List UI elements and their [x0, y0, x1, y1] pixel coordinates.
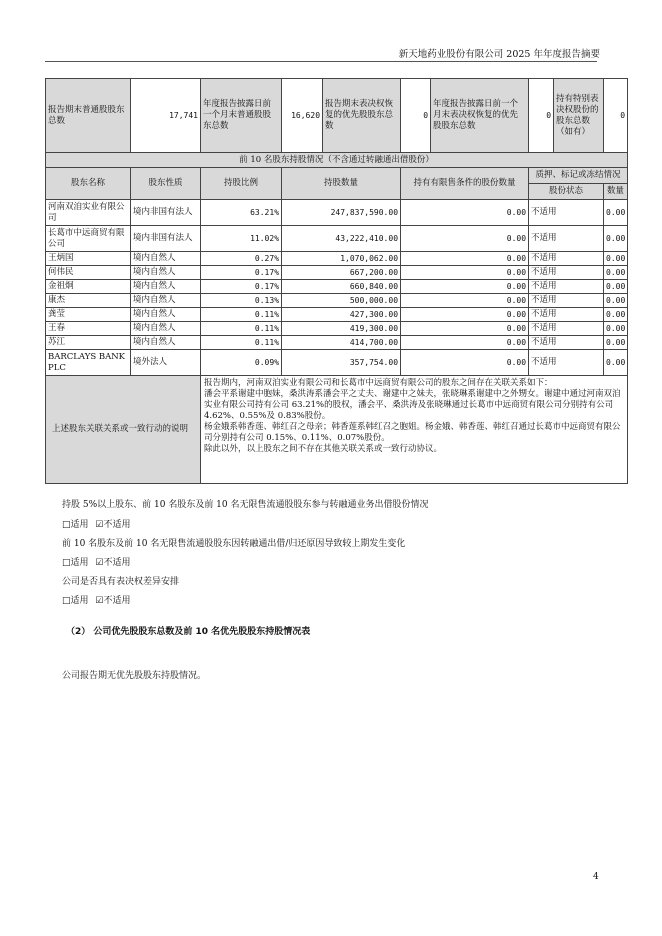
table-row: [46, 266, 628, 280]
shareholder-name: 河南双洎实业有限公司: [46, 200, 131, 226]
pledge-count: 0.00: [604, 266, 628, 280]
restricted-qty: 0.00: [401, 350, 529, 376]
shareholder-nature: 境内自然人: [131, 280, 201, 294]
col-header-status: 股份状态: [529, 184, 604, 200]
restricted-qty: 0.00: [401, 322, 529, 336]
pledge-count: 0.00: [604, 200, 628, 226]
holding-qty: 43,222,410.00: [282, 226, 401, 252]
table-row: [46, 200, 628, 226]
prev-month-preferred-value: 0: [529, 79, 554, 153]
restricted-qty: 0.00: [401, 308, 529, 322]
shareholder-nature: 境内非国有法人: [131, 226, 201, 252]
page-number: 4: [593, 872, 599, 882]
col-header-restricted: 持有有限售条件的股份数量: [401, 168, 529, 200]
pledge-count: 0.00: [604, 294, 628, 308]
not-applicable-checkbox[interactable]: ☑不适用: [95, 558, 131, 568]
shareholder-name: 何伟民: [46, 266, 131, 280]
holding-qty: 357,754.00: [282, 350, 401, 376]
holding-ratio: 0.11%: [201, 308, 282, 322]
relations-paragraph: 潘会平系谢建中胞妹，桑洪涛系潘会平之丈夫、谢建中之妹夫，张晓琳系谢建中之外甥女。谢建中通过河南双洎实业有限公司持有公司 63.21%的股权，潘会平、桑洪涛及张晓琳通过长葛市中远商贸有限公司分别持有公司 4.62%、0.55%及 0.83%股份。: [204, 389, 621, 421]
table-row: [46, 252, 628, 266]
option-row: [62, 555, 130, 568]
table-row: [46, 294, 628, 308]
col-header-ratio: 持股比例: [201, 168, 282, 200]
shareholder-name: 金祖炯: [46, 280, 131, 294]
prev-month-shareholders-value: 16,620: [282, 79, 323, 153]
holding-ratio: 0.13%: [201, 294, 282, 308]
col-header-pledge-group: 质押、标记或冻结情况: [529, 168, 628, 184]
not-applicable-checkbox[interactable]: ☑不适用: [95, 520, 131, 530]
applicable-checkbox[interactable]: □适用: [62, 520, 89, 530]
holding-ratio: 0.27%: [201, 252, 282, 266]
holding-qty: 660,840.00: [282, 280, 401, 294]
pledge-count: 0.00: [604, 322, 628, 336]
holding-qty: 667,200.00: [282, 266, 401, 280]
table-row: [46, 336, 628, 350]
top10-section-title: 前 10 名股东持股情况（不含通过转融通出借股份）: [46, 153, 628, 168]
special-voting-label: 持有特别表决权股份的股东总数（如有）: [554, 79, 604, 153]
shareholder-name: 王炳国: [46, 252, 131, 266]
pledge-status: 不适用: [529, 350, 604, 376]
shareholder-name: 龚莹: [46, 308, 131, 322]
note-voting-rights: 公司是否具有表决权差异安排: [62, 577, 180, 587]
pledge-status: 不适用: [529, 200, 604, 226]
holding-ratio: 0.17%: [201, 280, 282, 294]
table-row: [46, 280, 628, 294]
relations-paragraph: 杨金娥系韩香莲、韩红召之母亲；韩香莲系韩红召之胞姐。杨金娥、韩香莲、韩红召通过长葛市中远商贸有限公司分别持有公司 0.15%、0.11%、0.07%股份。: [204, 422, 621, 443]
shareholder-nature: 境内自然人: [131, 308, 201, 322]
special-voting-value: 0: [604, 79, 628, 153]
shareholder-nature: 境内自然人: [131, 252, 201, 266]
shareholder-table: [45, 78, 628, 484]
col-header-name: 股东名称: [46, 168, 131, 200]
relations-paragraph: 除此以外，以上股东之间不存在其他关联关系或一致行动协议。: [204, 444, 443, 454]
pledge-count: 0.00: [604, 280, 628, 294]
shareholder-nature: 境内非国有法人: [131, 200, 201, 226]
holding-ratio: 63.21%: [201, 200, 282, 226]
pledge-status: 不适用: [529, 226, 604, 252]
shareholder-name: 长葛市中远商贸有限公司: [46, 226, 131, 252]
table-row: [46, 322, 628, 336]
holding-ratio: 0.11%: [201, 336, 282, 350]
table-row: [46, 308, 628, 322]
restricted-qty: 0.00: [401, 252, 529, 266]
pledge-count: 0.00: [604, 252, 628, 266]
pledge-status: 不适用: [529, 252, 604, 266]
section-body: 公司报告期无优先股股东持股情况。: [62, 671, 207, 681]
pledge-status: 不适用: [529, 322, 604, 336]
option-row: [62, 593, 130, 606]
holding-qty: 500,000.00: [282, 294, 401, 308]
pledge-count: 0.00: [604, 308, 628, 322]
restricted-qty: 0.00: [401, 266, 529, 280]
restricted-qty: 0.00: [401, 226, 529, 252]
applicable-checkbox[interactable]: □适用: [62, 558, 89, 568]
pledge-status: 不适用: [529, 294, 604, 308]
shareholder-name: 苏江: [46, 336, 131, 350]
top10-header-row: [46, 168, 628, 184]
restricted-qty: 0.00: [401, 200, 529, 226]
pledge-status: 不适用: [529, 280, 604, 294]
shareholder-nature: 境内自然人: [131, 294, 201, 308]
prev-month-preferred-label: 年度报告披露日前一个月末表决权恢复的优先股股东总数: [431, 79, 529, 153]
pledge-status: 不适用: [529, 266, 604, 280]
restricted-qty: 0.00: [401, 280, 529, 294]
option-row: [62, 517, 130, 530]
table-row: [46, 226, 628, 252]
shareholder-name: 康杰: [46, 294, 131, 308]
table-row: [46, 350, 628, 376]
holding-qty: 427,300.00: [282, 308, 401, 322]
holding-ratio: 0.09%: [201, 350, 282, 376]
relations-text: [201, 376, 628, 484]
holding-ratio: 0.11%: [201, 322, 282, 336]
relations-paragraph: 报告期内，河南双洎实业有限公司和长葛市中远商贸有限公司的股东之间存在关联关系如下：: [204, 378, 553, 388]
total-common-shareholders-value: 17,741: [131, 79, 201, 153]
not-applicable-checkbox[interactable]: ☑不适用: [95, 596, 131, 606]
holding-ratio: 0.17%: [201, 266, 282, 280]
pledge-status: 不适用: [529, 336, 604, 350]
pledge-status: 不适用: [529, 308, 604, 322]
report-title: 新天地药业股份有限公司 2025 年年度报告摘要: [398, 49, 600, 60]
top10-title-row: [46, 153, 628, 168]
applicable-checkbox[interactable]: □适用: [62, 596, 89, 606]
holding-qty: 414,700.00: [282, 336, 401, 350]
preferred-restored-label: 报告期末表决权恢复的优先股股东总数: [323, 79, 401, 153]
header-rule: [45, 61, 597, 62]
col-header-qty: 持股数量: [282, 168, 401, 200]
total-common-shareholders-label: 报告期末普通股股东总数: [46, 79, 131, 153]
relations-row: [46, 376, 628, 484]
holding-ratio: 11.02%: [201, 226, 282, 252]
pledge-count: 0.00: [604, 226, 628, 252]
shareholder-name: BARCLAYS BANK PLC: [46, 350, 131, 376]
pledge-count: 0.00: [604, 336, 628, 350]
note-change-reason: 前 10 名股东及前 10 名无限售流通股股东因转融通出借/归还原因导致较上期发生变化: [62, 539, 406, 549]
prev-month-shareholders-label: 年度报告披露日前一个月末普通股股东总数: [201, 79, 282, 153]
shareholder-nature: 境内自然人: [131, 322, 201, 336]
restricted-qty: 0.00: [401, 294, 529, 308]
summary-row: [46, 79, 628, 153]
col-header-count: 数量: [604, 184, 628, 200]
shareholder-nature: 境内自然人: [131, 336, 201, 350]
holding-qty: 1,070,062.00: [282, 252, 401, 266]
note-securities-lending: 持股 5%以上股东、前 10 名股东及前 10 名无限售流通股股东参与转融通业务出借股份情况: [62, 500, 429, 510]
restricted-qty: 0.00: [401, 336, 529, 350]
holding-qty: 247,837,590.00: [282, 200, 401, 226]
shareholder-name: 王春: [46, 322, 131, 336]
shareholder-nature: 境内自然人: [131, 266, 201, 280]
holding-qty: 419,300.00: [282, 322, 401, 336]
pledge-count: 0.00: [604, 350, 628, 376]
relations-label: 上述股东关联关系或一致行动的说明: [46, 376, 201, 484]
shareholder-nature: 境外法人: [131, 350, 201, 376]
preferred-restored-value: 0: [401, 79, 431, 153]
col-header-nature: 股东性质: [131, 168, 201, 200]
section-heading: （2） 公司优先股股东总数及前 10 名优先股股东持股情况表: [66, 627, 311, 637]
